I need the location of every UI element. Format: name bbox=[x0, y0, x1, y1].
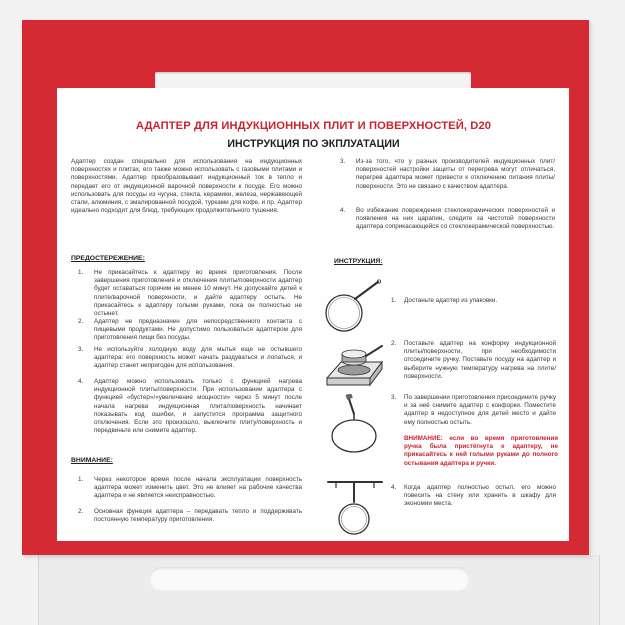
step-1-num: 1. bbox=[391, 297, 397, 304]
cooktop-with-adapter-illustration bbox=[324, 342, 386, 394]
right-item-4-num: 4. bbox=[340, 207, 346, 214]
precaution-4-num: 4. bbox=[78, 378, 84, 385]
step-4-num: 4. bbox=[391, 484, 397, 491]
precaution-2-text: Адаптер не предназначен для непосредственного контакта с пищевыми продуктами. Не допустимо пользоваться адаптером для приготовления пищи без посуды. bbox=[94, 318, 302, 342]
attention-2-num: 2. bbox=[78, 508, 84, 515]
step-2-num: 2. bbox=[391, 340, 397, 347]
step-3-warning-label: ВНИМАНИЕ: bbox=[404, 435, 443, 442]
hanger-slot bbox=[155, 72, 471, 89]
step-4-text: Когда адаптер полностью остыл, его можно повесить на стену или хранить в шкафу для экономии места. bbox=[404, 484, 556, 508]
step-3-text: По завершении приготовления присоедините ручку и за неё снимите адаптер с конфорки. Поместите адаптер в недоступное для детей место и дайте ему полностью остыть. bbox=[404, 394, 556, 426]
step-3-warning bbox=[404, 435, 558, 468]
attention-1-num: 1. bbox=[78, 476, 84, 483]
attention-2-text: Основная функция адаптера – передавать тепло и поддерживать постоянную температуру приготовления. bbox=[94, 508, 302, 524]
instruction-heading: ИНСТРУКЦИЯ: bbox=[334, 258, 383, 265]
hanging-adapter-illustration bbox=[324, 474, 386, 536]
precaution-3-text: Не используйте холодную воду для мытья еще не остывшего адаптера: его поверхность может начать раздуваться и лопаться, и адаптер станет непригоден для использования. bbox=[94, 346, 302, 370]
attention-1-text: Через некоторое время после начала эксплуатации поверхность адаптера может изменить цвет. Это не влияет на рабочие качества адаптера и не является неисправностью. bbox=[94, 476, 302, 500]
right-item-3-num: 3. bbox=[340, 158, 346, 165]
precaution-1-num: 1. bbox=[78, 269, 84, 276]
precaution-1-text: Не прикасайтесь к адаптеру во время приготовления. После завершения приготовления и отключения плиты/поверхности адаптер будет оставаться горячим не менее 10 минут. Не допускайте детей к плите/варочной поверхности, и дайте адаптеру остыть. Не прикасайтесь к адаптеру голыми руками, пока он полностью не остынет. bbox=[94, 269, 302, 318]
precaution-4-text: Адаптер можно использовать только с функцией нагрева индукционной плиты/поверхности. При использовании адаптера с функцией «бустер»/«увеличение мощности» через 5 минут после начала нагрева индукционная плита/поверхность начинает показывать код ошибки, и запустится программа защитного отключения. Если это произошло, выключите плиту/поверхность и передвиньте или снимите адаптер. bbox=[94, 378, 302, 435]
precaution-3-num: 3. bbox=[78, 346, 84, 353]
hang-hole bbox=[149, 567, 470, 591]
attention-heading: ВНИМАНИЕ: bbox=[71, 457, 113, 464]
step-3-num: 3. bbox=[391, 394, 397, 401]
lifting-adapter-illustration bbox=[326, 394, 386, 454]
adapter-illustration bbox=[324, 278, 386, 336]
precaution-2-num: 2. bbox=[78, 318, 84, 325]
document-subtitle: ИНСТРУКЦИЯ ПО ЭКПЛУАТАЦИИ bbox=[227, 138, 400, 150]
step-3-warning-text: если во время приготовления ручка была пристёгнута к адаптеру, не прикасайтесь к ней голыми руками до полного остывания адаптера и ручки. bbox=[404, 435, 559, 467]
step-2-text: Поставьте адаптер на конфорку индукционной плиты/поверхности, при необходимости отсоедините ручку. Поставьте посуду на адаптер и выберите нужную температуру нагрева на плите/поверхности. bbox=[404, 340, 556, 380]
right-item-4-text: Во избежание повреждения стеклокерамических поверхностей и появления на них царапин, следите за чистотой поверхности адаптера соприкасающейся со стеклокерамической поверхностью. bbox=[356, 207, 555, 231]
document-title: АДАПТЕР ДЛЯ ИНДУКЦИОННЫХ ПЛИТ И ПОВЕРХНОСТЕЙ, D20 bbox=[135, 120, 492, 132]
step-1-text: Достаньте адаптер из упаковки. bbox=[404, 297, 498, 304]
precaution-heading: ПРЕДОСТЕРЕЖЕНИЕ: bbox=[71, 255, 145, 262]
intro-paragraph: Адаптер создан специально для использования на индукционных поверхностях и плитах, его также можно использовать с газовыми плитами и поверхностями. Адаптер преобразовывает индукционный ток в тепло и передает его от индукционной варочной поверхности к посуде. Его можно использовать для посуды из чугуна, стекла, керамики, железа, нержавеющей стали, алюминия, с эмалированной посудой, турками для кофе, и пр. Адаптер идеально подходит для блюд, требующих продолжительного тушения. bbox=[71, 158, 302, 215]
right-item-3-text: Из-за того, что у разных производителей индукционных плит/поверхностей настройки защиты от перегрева могут отличаться, перегрев адаптера может привести к отключению питания плиты/поверхности. Это не связано с качеством адаптера. bbox=[356, 158, 555, 190]
